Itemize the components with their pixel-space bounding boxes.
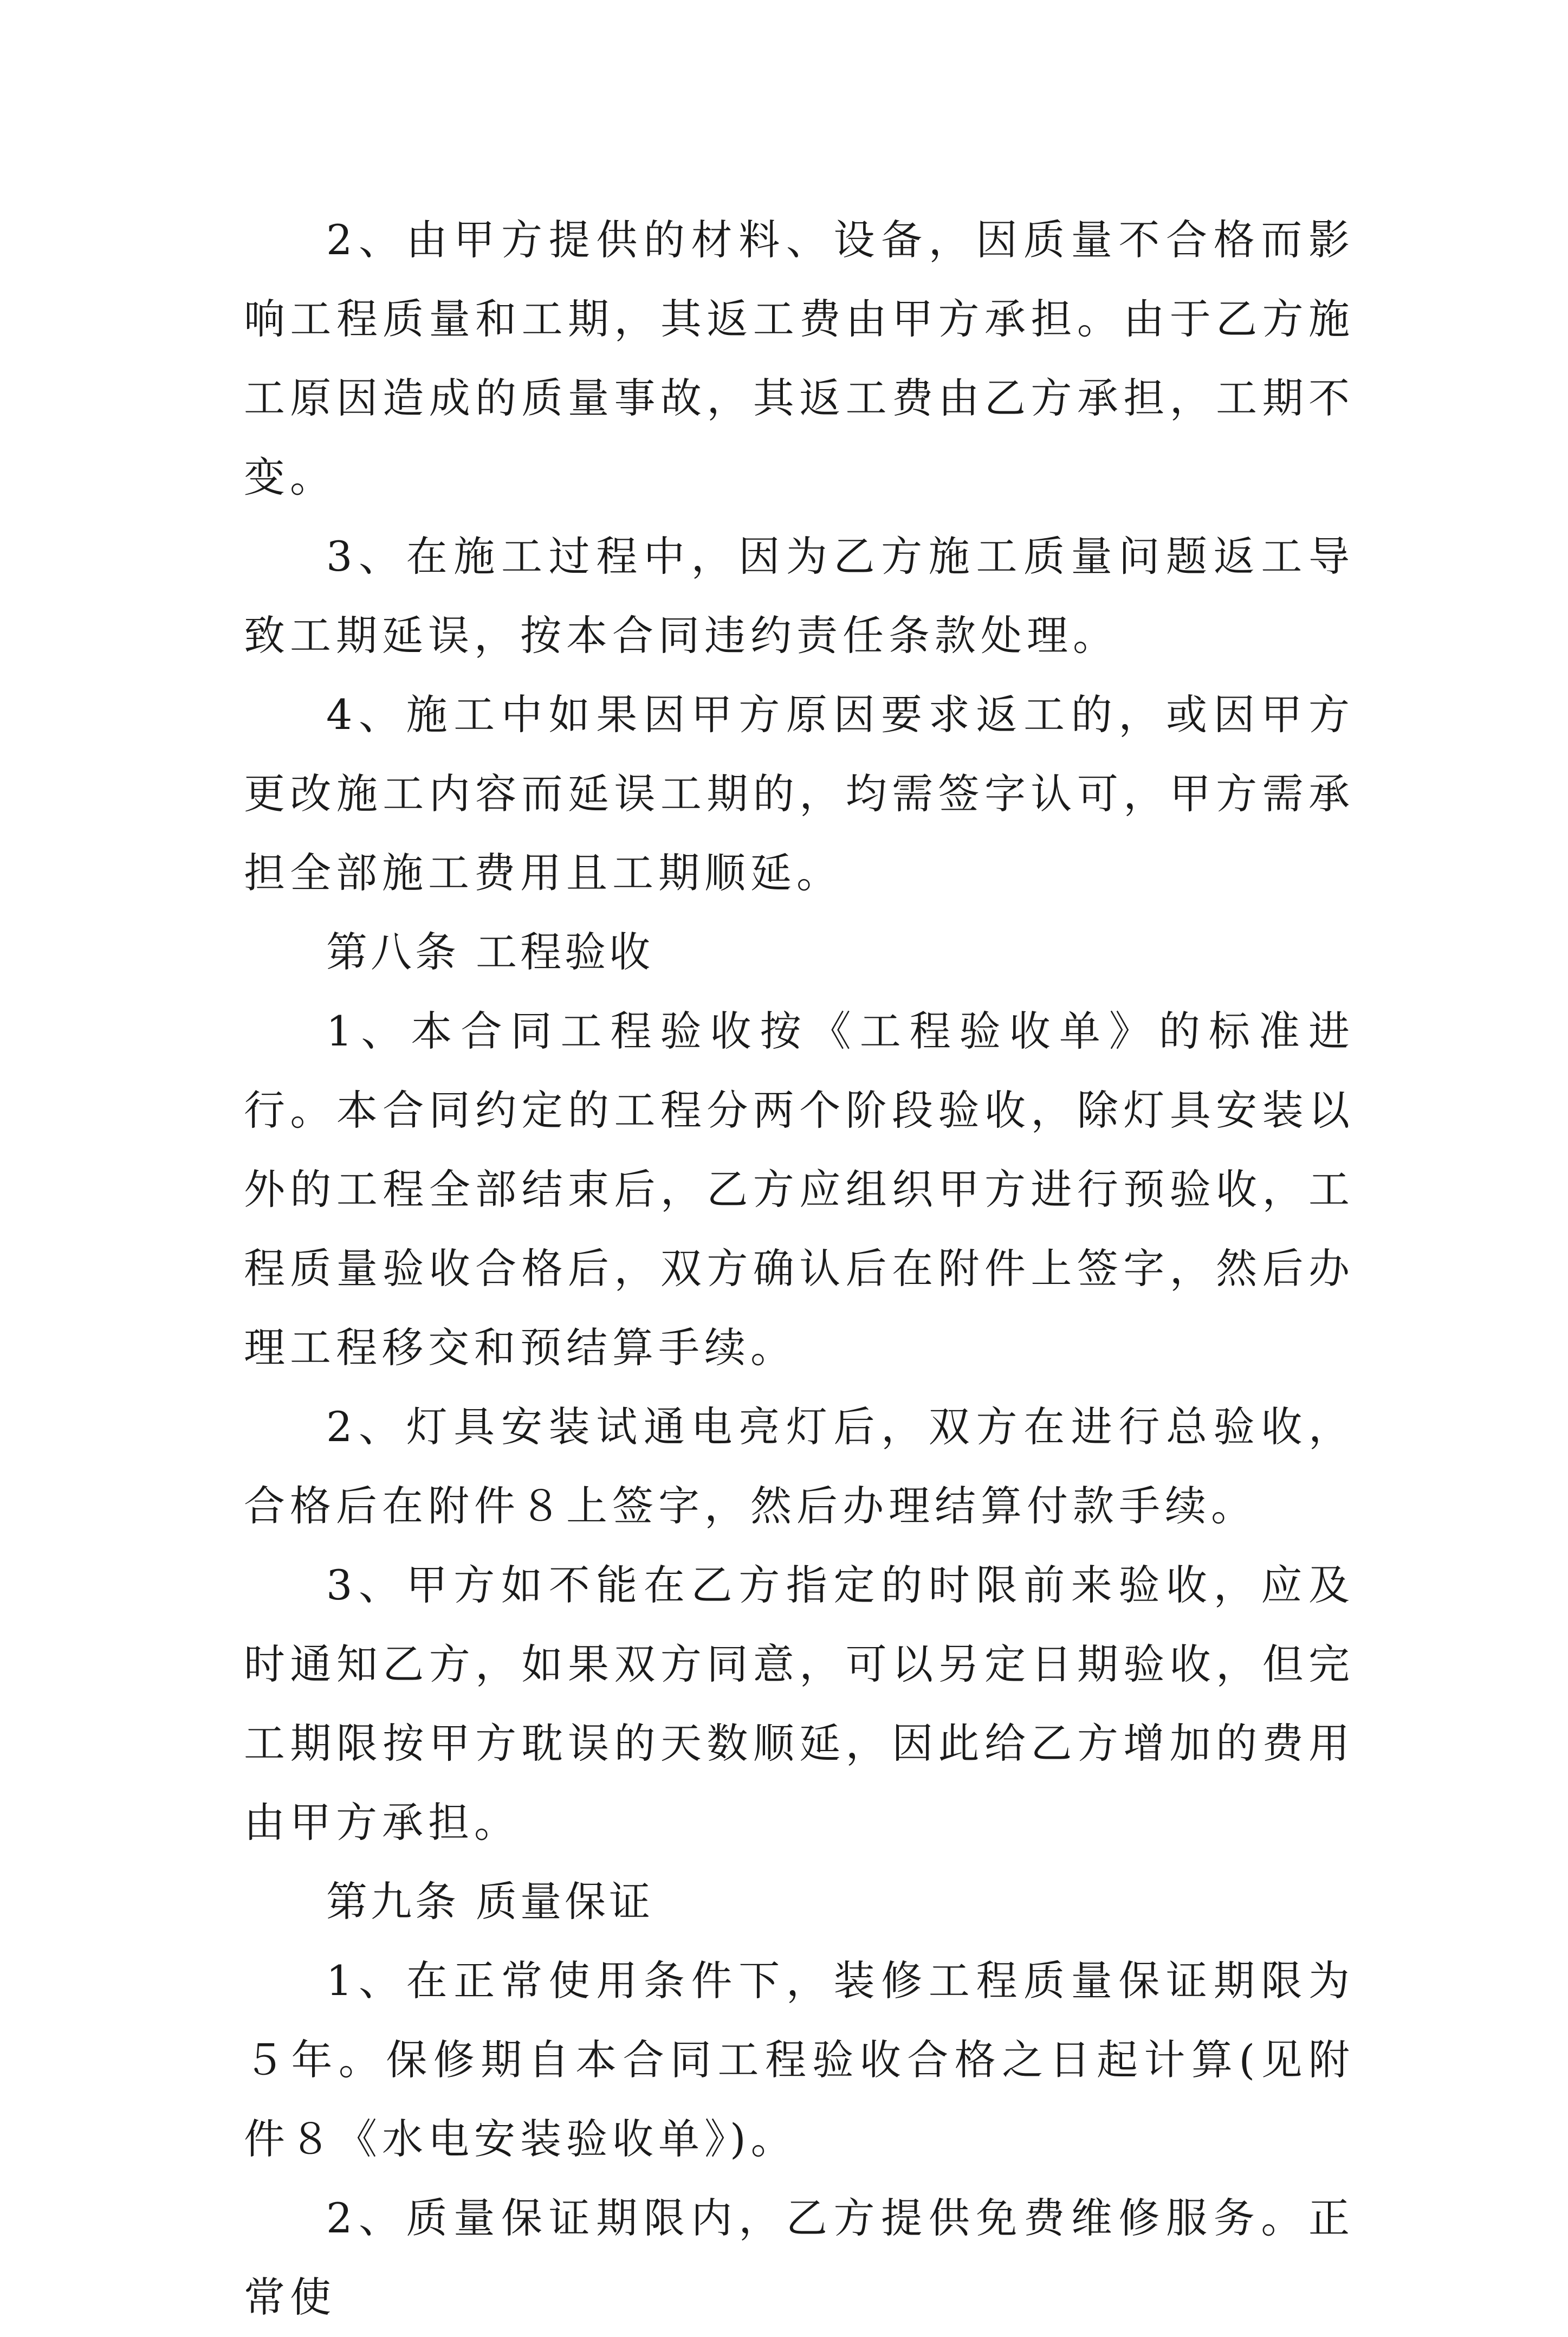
clause-7-item-4: 4、施工中如果因甲方原因要求返工的，或因甲方更改施工内容而延误工期的，均需签字认可，甲方需承担全部施工费用且工期顺延。	[244, 690, 1355, 897]
section-8-item-2: 2、灯具安装试通电亮灯后，双方在进行总验收，合格后在附件８上签字，然后办理结算付款手续。	[244, 1403, 1355, 1530]
section-9-item-1: 1、在正常使用条件下，装修工程质量保证期限为５年。保修期自本合同工程验收合格之日起计算(见附件８《水电安装验收单》)。	[244, 1957, 1355, 2163]
section-9-item-2: 2、质量保证期限内，乙方提供免费维修服务。正常使	[244, 2194, 1355, 2321]
section-8-heading: 第八条 工程验收	[326, 928, 654, 976]
section-8-item-3: 3、甲方如不能在乙方指定的时限前来验收，应及时通知乙方，如果双方同意，可以另定日期验收，但完工期限按甲方耽误的天数顺延，因此给乙方增加的费用由甲方承担。	[244, 1561, 1355, 1847]
section-8-item-1: 1、本合同工程验收按《工程验收单》的标准进行。本合同约定的工程分两个阶段验收，除灯具安装以外的工程全部结束后，乙方应组织甲方进行预验收，工程质量验收合格后，双方确认后在附件上签字，然后办理工程移交和预结算手续。	[244, 1007, 1355, 1372]
clause-7-item-3: 3、在施工过程中，因为乙方施工质量问题返工导致工期延误，按本合同违约责任条款处理。	[244, 532, 1355, 660]
clause-7-item-2: 2、由甲方提供的材料、设备，因质量不合格而影响工程质量和工期，其返工费由甲方承担。由于乙方施工原因造成的质量事故，其返工费由乙方承担，工期不变。	[244, 216, 1355, 501]
document-page	[244, 201, 1355, 2337]
section-9-heading: 第九条 质量保证	[326, 1877, 654, 1926]
